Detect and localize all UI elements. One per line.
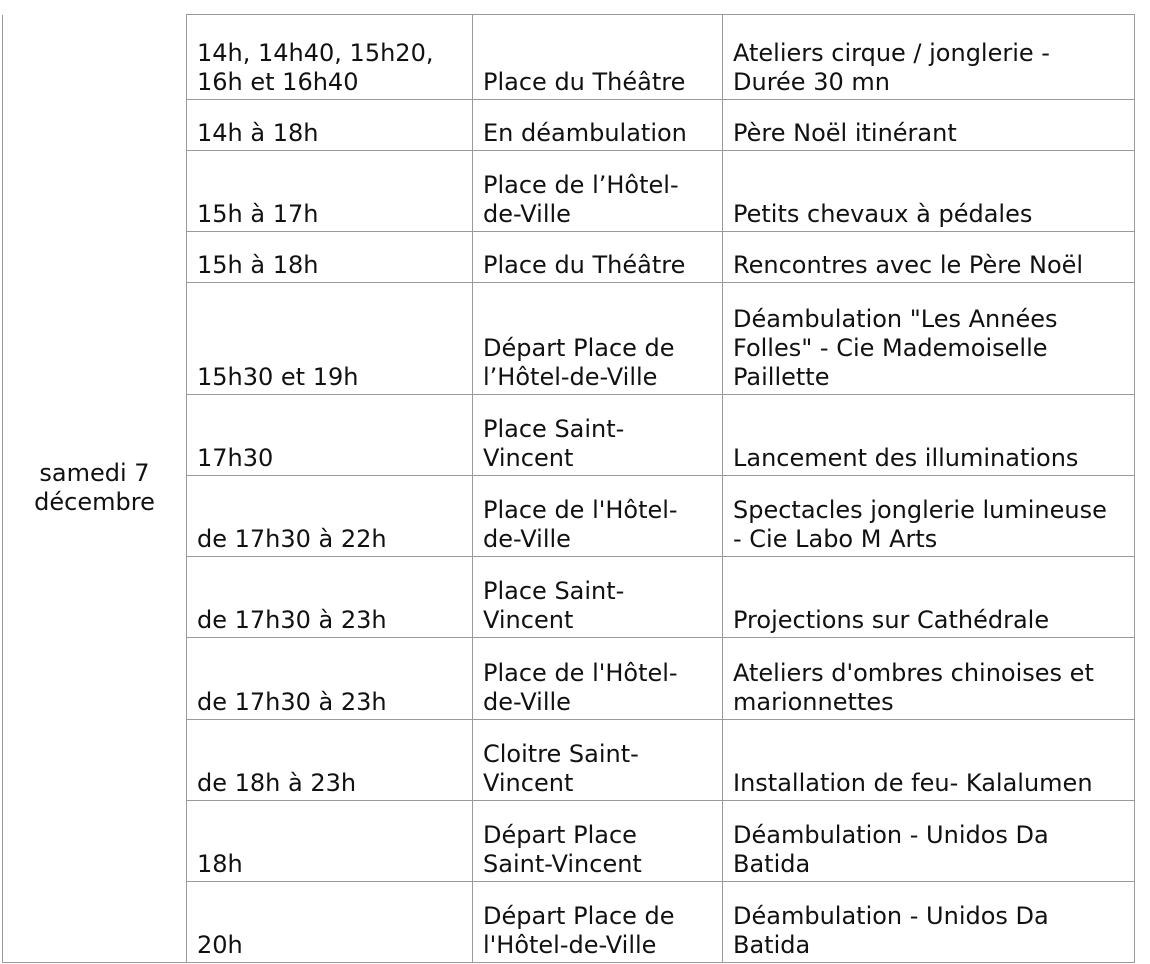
time-cell: 15h30 et 19h (187, 283, 473, 395)
event-cell: Déambulation - Unidos Da Batida (723, 882, 1135, 963)
time-cell: 15h à 18h (187, 232, 473, 283)
place-cell: Place Saint- Vincent (473, 395, 723, 476)
place-cell: Départ Place de l’Hôtel-de-Ville (473, 283, 723, 395)
place-cell: Place du Théâtre (473, 15, 723, 100)
place-cell: Cloitre Saint- Vincent (473, 720, 723, 801)
time-cell: de 17h30 à 23h (187, 557, 473, 638)
time-cell: de 17h30 à 23h (187, 638, 473, 720)
event-cell: Petits chevaux à pédales (723, 151, 1135, 232)
event-cell: Rencontres avec le Père Noël (723, 232, 1135, 283)
schedule-table (2, 14, 1135, 963)
place-cell: Place de l'Hôtel- de-Ville (473, 638, 723, 720)
event-cell: Lancement des illuminations (723, 395, 1135, 476)
day-cell: samedi 7 décembre (3, 15, 187, 963)
place-cell: Départ Place Saint-Vincent (473, 801, 723, 882)
event-cell: Projections sur Cathédrale (723, 557, 1135, 638)
table-row (3, 15, 1135, 100)
place-cell: Place du Théâtre (473, 232, 723, 283)
event-cell: Déambulation - Unidos Da Batida (723, 801, 1135, 882)
event-cell: Spectacles jonglerie lumineuse - Cie Labo M Arts (723, 476, 1135, 557)
time-cell: de 17h30 à 22h (187, 476, 473, 557)
event-cell: Père Noël itinérant (723, 100, 1135, 151)
place-cell: Place de l’Hôtel- de-Ville (473, 151, 723, 232)
event-cell: Ateliers cirque / jonglerie - Durée 30 mn (723, 15, 1135, 100)
event-cell: Ateliers d'ombres chinoises et marionnettes (723, 638, 1135, 720)
time-cell: 14h, 14h40, 15h20, 16h et 16h40 (187, 15, 473, 100)
time-cell: 15h à 17h (187, 151, 473, 232)
event-cell: Installation de feu- Kalalumen (723, 720, 1135, 801)
time-cell: 20h (187, 882, 473, 963)
time-cell: 18h (187, 801, 473, 882)
time-cell: 17h30 (187, 395, 473, 476)
time-cell: de 18h à 23h (187, 720, 473, 801)
event-cell: Déambulation "Les Années Folles" - Cie Mademoiselle Paillette (723, 283, 1135, 395)
place-cell: Place de l'Hôtel- de-Ville (473, 476, 723, 557)
place-cell: En déambulation (473, 100, 723, 151)
place-cell: Départ Place de l'Hôtel-de-Ville (473, 882, 723, 963)
place-cell: Place Saint- Vincent (473, 557, 723, 638)
time-cell: 14h à 18h (187, 100, 473, 151)
